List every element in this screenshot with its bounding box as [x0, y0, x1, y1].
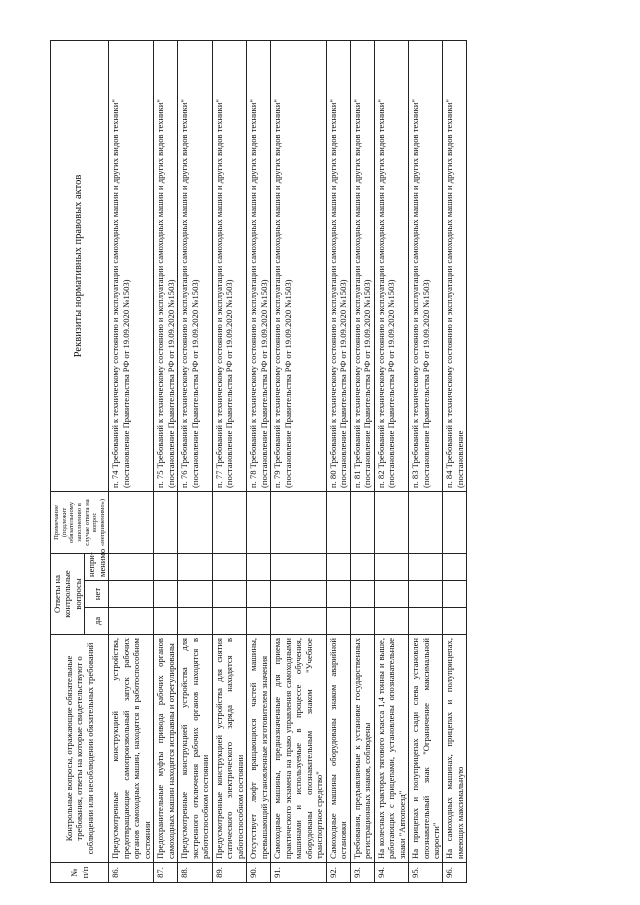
row-requisites: п. 78 Требований к техническому состоянию и эксплуатации самоходных машин и других видов техники" (постановление Правительства РФ от 19.09.2020 №1503): [247, 40, 271, 491]
row-question: Отсутствует люфт вращающихся частей машины, превышающий установленные изготовителем значения: [247, 635, 271, 863]
note-cell[interactable]: [271, 491, 326, 553]
row-requisites: п. 80 Требований к техническому состоянию и эксплуатации самоходных машин и других видов техники" (постановление Правительства РФ от 19.09.2020 №1503): [326, 40, 350, 491]
note-cell[interactable]: [109, 491, 154, 553]
header-answer-na: непри-менимо: [85, 553, 109, 580]
answer-no-cell[interactable]: [350, 581, 374, 608]
answer-na-cell[interactable]: [326, 553, 350, 580]
note-cell[interactable]: [154, 491, 178, 553]
note-cell[interactable]: [326, 491, 350, 553]
row-number: 95.: [409, 863, 443, 883]
table-row: [247, 40, 271, 882]
header-answers-group: Ответы на контрольные вопросы: [51, 553, 85, 634]
answer-yes-cell[interactable]: [212, 608, 246, 635]
answer-na-cell[interactable]: [178, 553, 212, 580]
row-requisites: п. 77 Требований к техническому состоянию и эксплуатации самоходных машин и других видов техники" (постановление Правительства РФ от 19.09.2020 №1503): [212, 40, 246, 491]
row-number: 93.: [350, 863, 374, 883]
row-question: На прицепах и полуприцепах сзади слева установлен опознавательный знак "Ограничение максимальной скорости": [409, 635, 443, 863]
row-number: 92.: [326, 863, 350, 883]
answer-yes-cell[interactable]: [154, 608, 178, 635]
table-row: [374, 40, 408, 882]
answer-no-cell[interactable]: [178, 581, 212, 608]
table-row: [326, 40, 350, 882]
table-row: [443, 40, 467, 882]
row-requisites: п. 82 Требований к техническому состоянию и эксплуатации самоходных машин и других видов техники" (постановление Правительства РФ от 19.09.2020 №1503): [374, 40, 408, 491]
answer-yes-cell[interactable]: [350, 608, 374, 635]
answer-yes-cell[interactable]: [374, 608, 408, 635]
row-number: 96.: [443, 863, 467, 883]
row-number: 86.: [109, 863, 154, 883]
answer-na-cell[interactable]: [443, 553, 467, 580]
table-row: [154, 40, 178, 882]
row-question: Требования, предъявляемые к установке государственных регистрационных знаков, соблюдены: [350, 635, 374, 863]
answer-no-cell[interactable]: [247, 581, 271, 608]
table-row: [409, 40, 443, 882]
answer-no-cell[interactable]: [154, 581, 178, 608]
note-cell[interactable]: [178, 491, 212, 553]
note-cell[interactable]: [212, 491, 246, 553]
row-number: 88.: [178, 863, 212, 883]
row-question: Предусмотренные конструкцией устройства для экстренного отключения рабочих органов находятся в работоспособном состоянии: [178, 635, 212, 863]
answer-no-cell[interactable]: [212, 581, 246, 608]
row-requisites: п. 79 Требований к техническому состоянию и эксплуатации самоходных машин и других видов техники" (постановление Правительства РФ от 19.09.2020 №1503): [271, 40, 326, 491]
table-row: [178, 40, 212, 882]
answer-no-cell[interactable]: [374, 581, 408, 608]
note-cell[interactable]: [443, 491, 467, 553]
answer-no-cell[interactable]: [443, 581, 467, 608]
answer-yes-cell[interactable]: [178, 608, 212, 635]
answer-na-cell[interactable]: [350, 553, 374, 580]
row-requisites: п. 83 Требований к техническому состоянию и эксплуатации самоходных машин и других видов техники" (постановление Правительства РФ от 19.09.2020 №1503): [409, 40, 443, 491]
header-question: Контрольные вопросы, отражающие обязательные требования, ответы на которые свидетельствуют о соблюдении или несоблюдении обязательных требований: [51, 635, 109, 863]
row-question: Предусмотренные конструкцией устройства, предотвращающие самопроизвольный запуск рабочих органов самоходных машин, находятся в работоспособном состоянии: [109, 635, 154, 863]
answer-na-cell[interactable]: [247, 553, 271, 580]
row-requisites: п. 75 Требований к техническому состоянию и эксплуатации самоходных машин и других видов техники" (постановление Правительства РФ от 19.09.2020 №1503): [154, 40, 178, 491]
note-cell[interactable]: [409, 491, 443, 553]
note-cell[interactable]: [247, 491, 271, 553]
answer-no-cell[interactable]: [409, 581, 443, 608]
table-row: [109, 40, 154, 882]
answer-yes-cell[interactable]: [247, 608, 271, 635]
row-question: На самоходных машинах, прицепах и полуприцепах, имеющих максимальную: [443, 635, 467, 863]
answer-yes-cell[interactable]: [326, 608, 350, 635]
row-number: 90.: [247, 863, 271, 883]
answer-na-cell[interactable]: [109, 553, 154, 580]
row-number: 87.: [154, 863, 178, 883]
answer-yes-cell[interactable]: [109, 608, 154, 635]
answer-yes-cell[interactable]: [443, 608, 467, 635]
row-number: 91.: [271, 863, 326, 883]
note-cell[interactable]: [374, 491, 408, 553]
answer-no-cell[interactable]: [326, 581, 350, 608]
table-row: [212, 40, 246, 882]
note-cell[interactable]: [350, 491, 374, 553]
header-requisites: Реквизиты нормативных правовых актов: [51, 40, 109, 491]
answer-yes-cell[interactable]: [409, 608, 443, 635]
header-answer-no: нет: [85, 581, 109, 608]
row-question: На колесных тракторах тягового класса 1,4 тонны и выше, работающих с прицепами, установлены опознавательные знаки "Автопоезд": [374, 635, 408, 863]
answer-na-cell[interactable]: [212, 553, 246, 580]
row-requisites: п. 84 Требований к техническому состоянию и эксплуатации самоходных машин и других видов техники" (постановление: [443, 40, 467, 491]
row-requisites: п. 81 Требований к техническому состоянию и эксплуатации самоходных машин и других видов техники" (постановление Правительства РФ от 19.09.2020 №1503): [350, 40, 374, 491]
header-answer-yes: да: [85, 608, 109, 635]
answer-na-cell[interactable]: [409, 553, 443, 580]
answer-no-cell[interactable]: [271, 581, 326, 608]
table-row: [350, 40, 374, 882]
answer-no-cell[interactable]: [109, 581, 154, 608]
table-body: [109, 40, 467, 882]
row-number: 94.: [374, 863, 408, 883]
answer-na-cell[interactable]: [374, 553, 408, 580]
header-note: Примечание (подлежит обязательному заполнению в случае ответа на вопрос «неприменимо»): [51, 491, 109, 553]
row-question: Предохранительные муфты привода рабочих органов самоходных машин находятся исправны и отрегулированы: [154, 635, 178, 863]
row-requisites: п. 74 Требований к техническому состоянию и эксплуатации самоходных машин и других видов техники" (постановление Правительства РФ от 19.09.2020 №1503): [109, 40, 154, 491]
header-row-top: [51, 40, 85, 882]
answer-na-cell[interactable]: [154, 553, 178, 580]
answer-na-cell[interactable]: [271, 553, 326, 580]
row-question: Самоходные машины, предназначенные для приема практического экзамена на право управления самоходными машинами и используемые в процессе обучения, оборудованы опознавательным знаком "Учебное транспортное средство": [271, 635, 326, 863]
row-question: Самоходные машины оборудованы знаком аварийной остановки: [326, 635, 350, 863]
answer-yes-cell[interactable]: [271, 608, 326, 635]
row-number: 89.: [212, 863, 246, 883]
checklist-table: [50, 40, 467, 883]
row-question: Предусмотренные конструкцией устройства для снятия статического электрического заряда находятся в работоспособном состоянии: [212, 635, 246, 863]
row-requisites: п. 76 Требований к техническому состоянию и эксплуатации самоходных машин и других видов техники" (постановление Правительства РФ от 19.09.2020 №1503): [178, 40, 212, 491]
header-num: № п/п: [51, 863, 109, 883]
table-row: [271, 40, 326, 882]
